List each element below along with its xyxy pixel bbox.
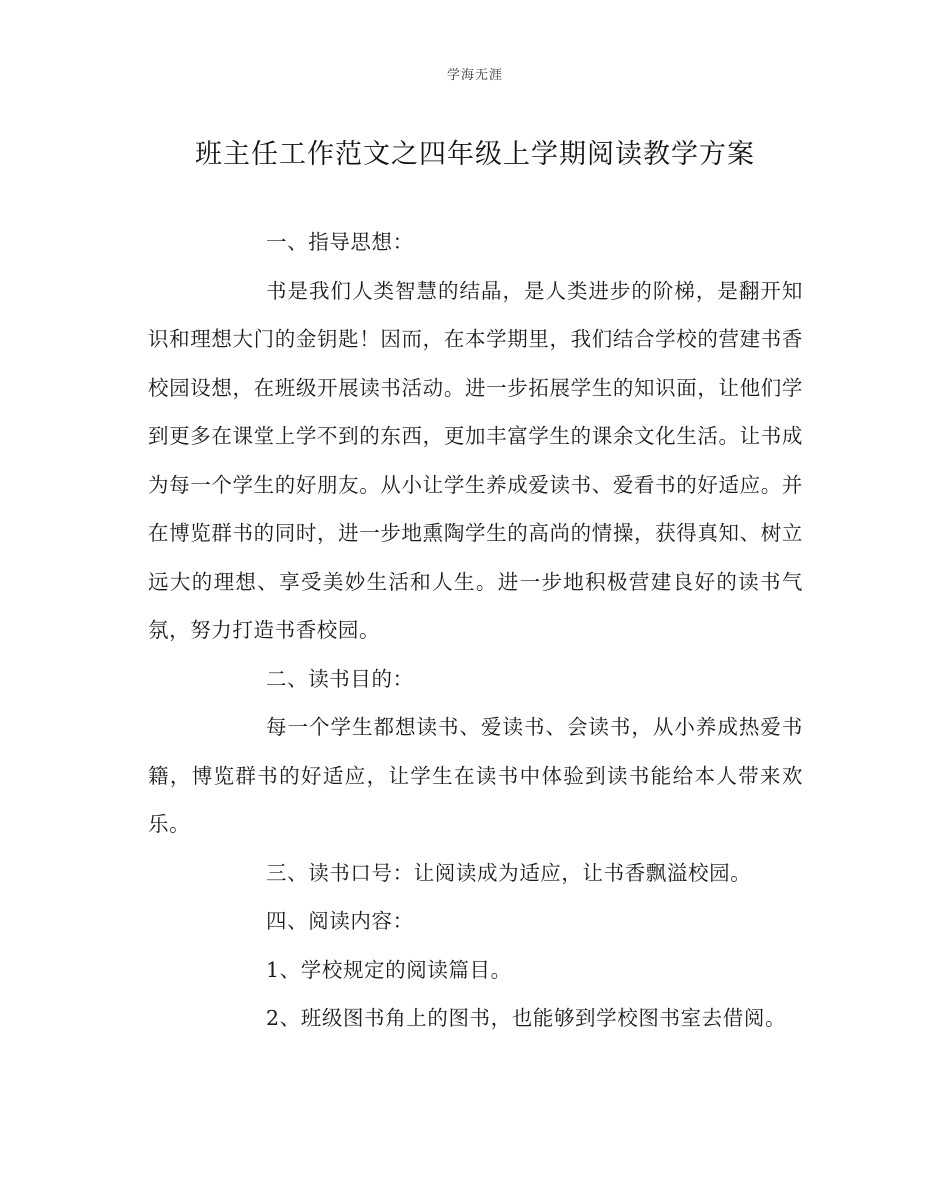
list-item-reading-content-2: 2、班级图书角上的图书，也能够到学校图书室去借阅。 [266,1006,787,1030]
paragraph-reading-goal: 每一个学生都想读书、爱读书、会读书，从小养成热爱书籍，博览群书的好适应，让学生在读书中体验到读书能给本人带来欢乐。 [148,715,803,836]
running-header: 学海无涯 [446,68,503,83]
section-heading-reading-goal: 二、读书目的： [266,666,414,691]
document-body [148,218,803,1043]
section-heading-reading-slogan: 三、读书口号：让阅读成为适应，让书香飘溢校园。 [266,860,752,885]
document-title: 班主任工作范文之四年级上学期阅读教学方案 [195,139,755,170]
paragraph-guiding-idea: 书是我们人类智慧的结晶，是人类进步的阶梯，是翻开知识和理想大门的金钥匙！因而，在本学期里，我们结合学校的营建书香校园设想，在班级开展读书活动。进一步拓展学生的知识面，让他们学到更多在课堂上学不到的东西，更加丰富学生的课余文化生活。让书成为每一个学生的好朋友。从小让学生养成爱读书、爱看书的好适应。并在博览群书的同时，进一步地熏陶学生的高尚的情操，获得真知、树立远大的理想、享受美妙生活和人生。进一步地积极营建良好的读书气氛，努力打造书香校园。 [148,278,803,642]
section-heading-reading-content: 四、阅读内容： [266,909,414,933]
section-heading-guiding-idea: 一、指导思想： [266,230,414,254]
list-item-reading-content-1: 1、学校规定的阅读篇目。 [266,957,512,982]
